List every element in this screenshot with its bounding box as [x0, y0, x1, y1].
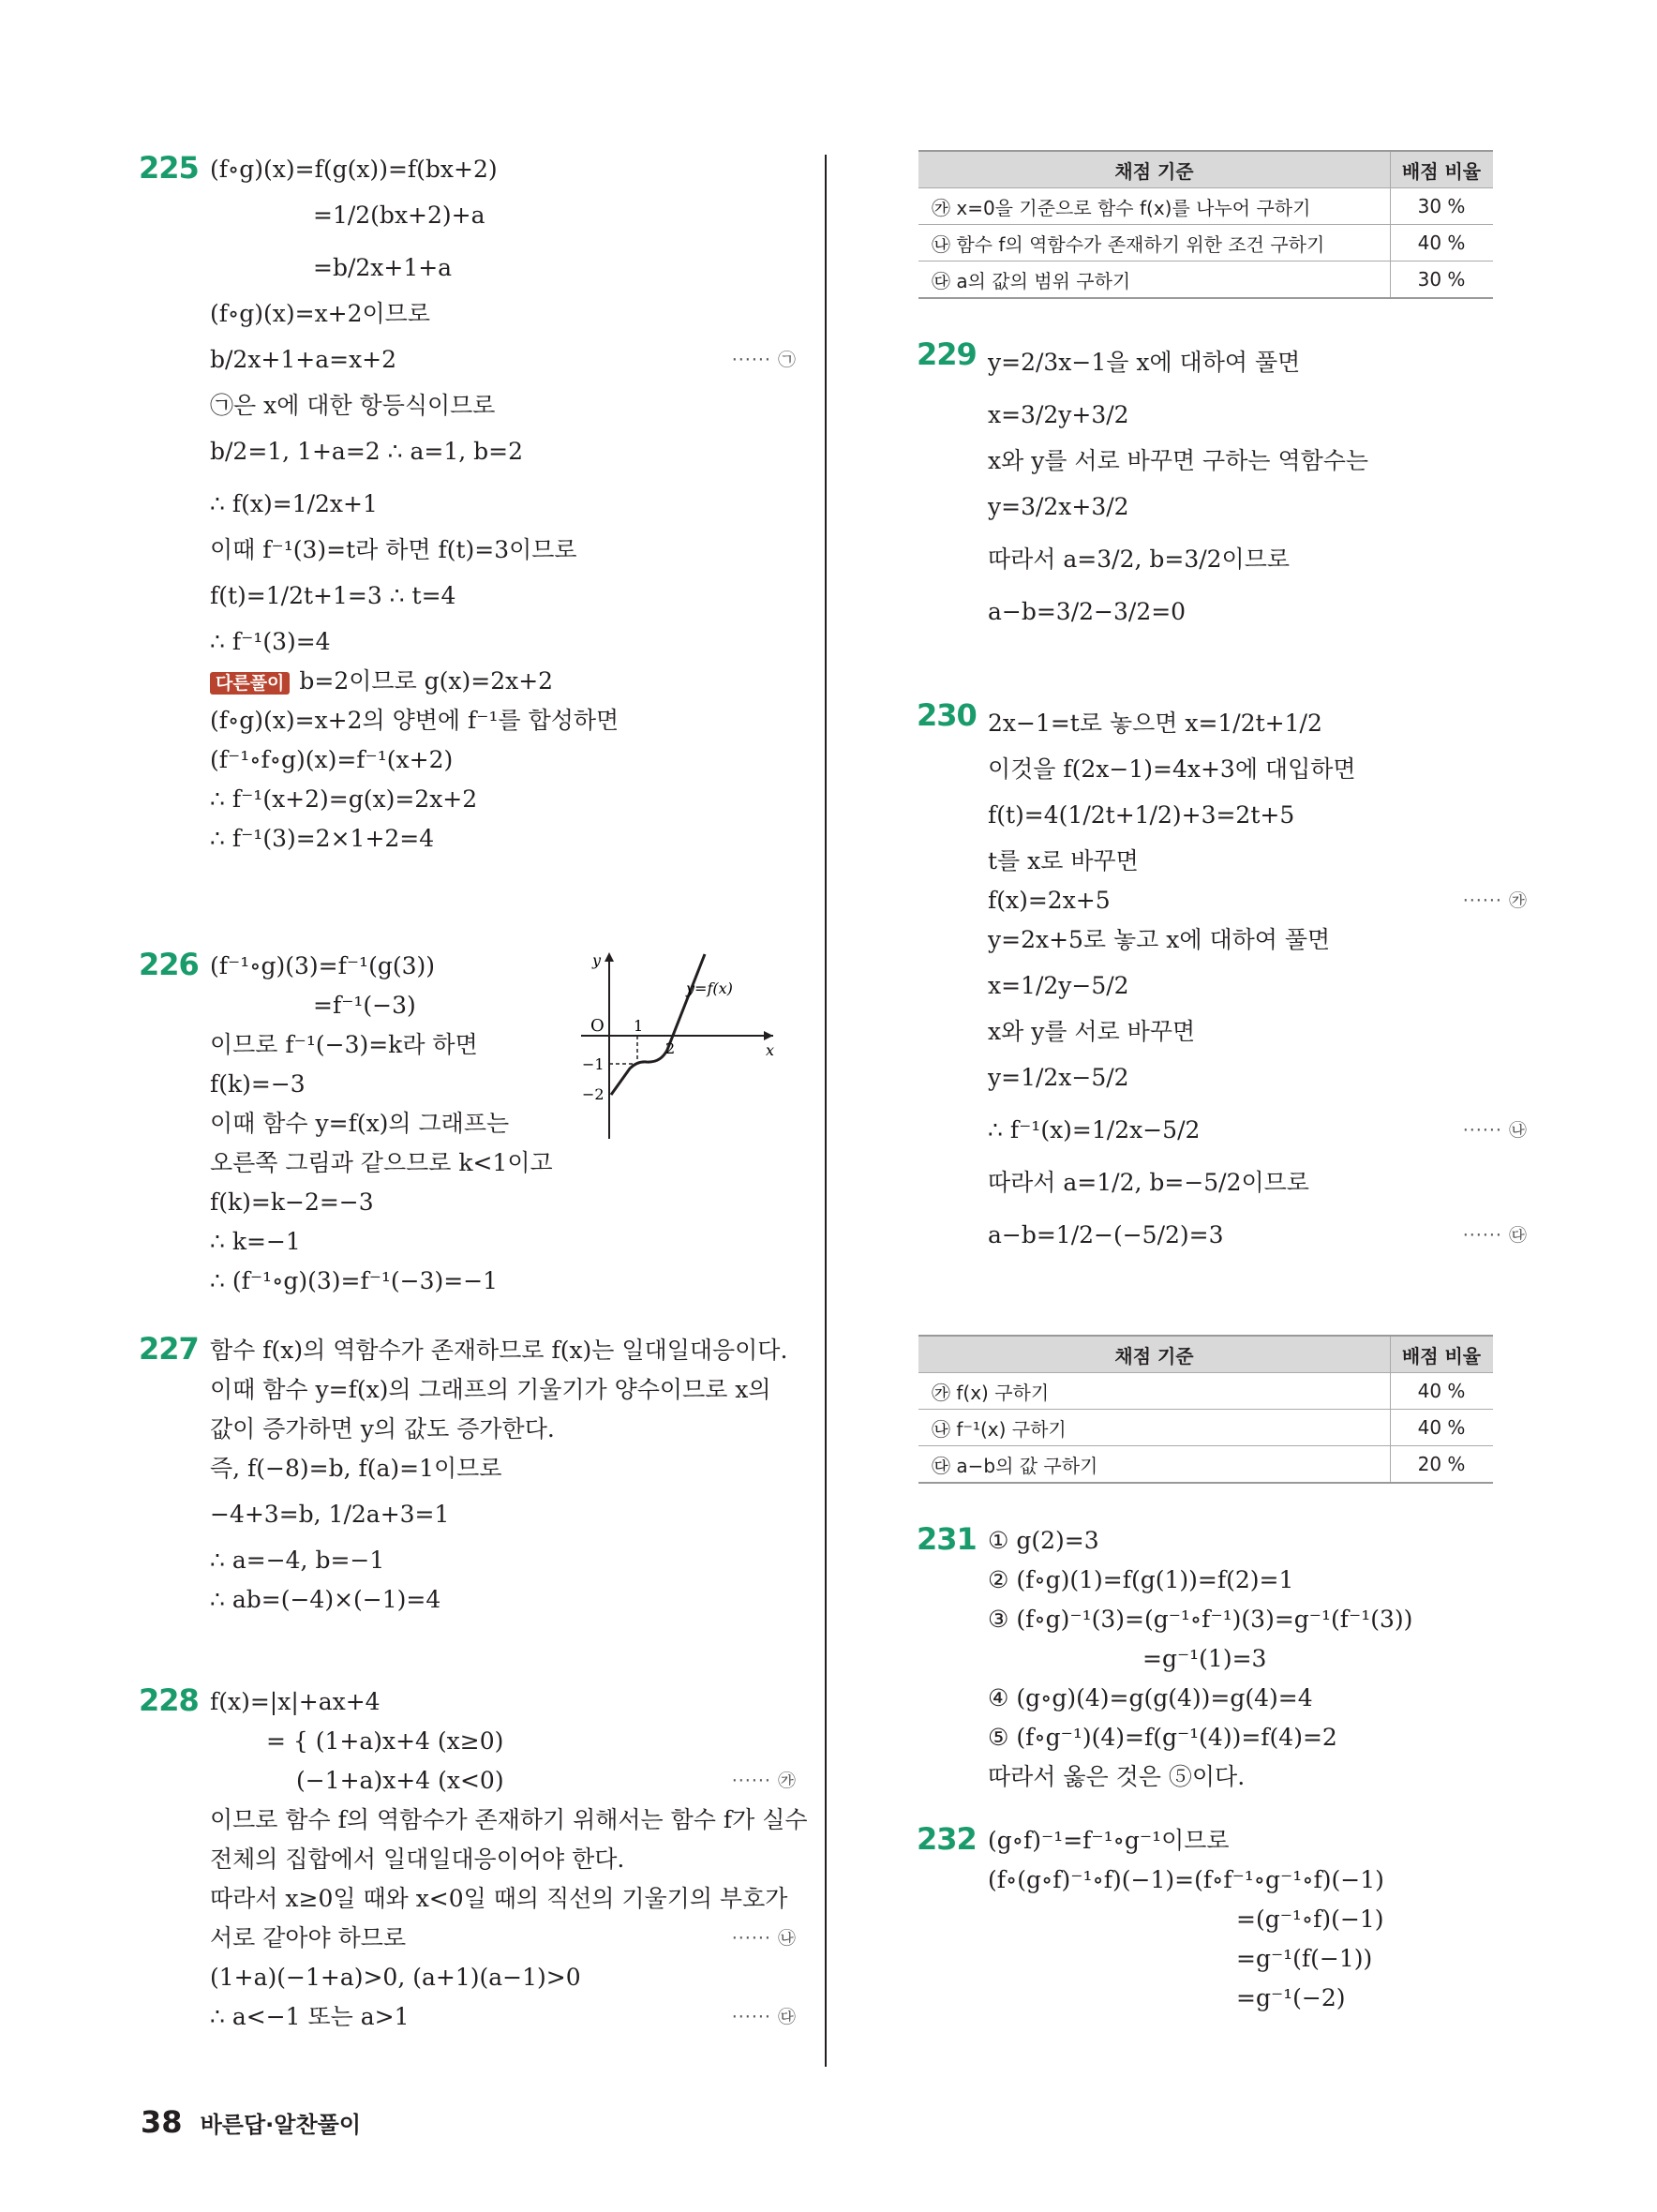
solution-line: ② (f∘g)(1)=f(g(1))=f(2)=1 [988, 1566, 1294, 1593]
solution-line: 즉, f(−8)=b, f(a)=1이므로 [210, 1455, 502, 1482]
solution-line: x=3/2y+3/2 [988, 401, 1129, 428]
alt-solution-tag: 다른풀이 [210, 672, 290, 695]
solution-line: =g⁻¹(1)=3 [1142, 1645, 1267, 1672]
solution-line: ∴ f⁻¹(3)=2×1+2=4 [210, 825, 435, 852]
page-number: 38 [141, 2104, 183, 2140]
tick-label: 2 [665, 1039, 676, 1057]
rubric-row: ㉮ x=0을 기준으로 함수 f(x)를 나누어 구하기 30 % [918, 188, 1493, 225]
book-title: 바른답·알찬풀이 [200, 2112, 362, 2138]
step-marker: ······ ㉠ [731, 350, 797, 370]
solution-line: x=1/2y−5/2 [988, 972, 1129, 999]
step-marker: ······ ㉯ [731, 1928, 797, 1949]
solution-line: t를 x로 바꾸면 [988, 847, 1139, 874]
solution-line: ⑤ (f∘g⁻¹)(4)=f(g⁻¹(4))=f(4)=2 [988, 1724, 1337, 1751]
solution-line: b/2x+1+a=x+2 ······ ㉠ [210, 334, 797, 386]
problem-231 [918, 1521, 1528, 1821]
solution-line: ∴ f⁻¹(3)=4 [210, 628, 331, 655]
step-marker: ······ ㉯ [1462, 1120, 1528, 1141]
problem-number: 232 [917, 1821, 977, 1857]
solution-line: 함수 f(x)의 역함수가 존재하므로 f(x)는 일대일대응이다. [210, 1337, 788, 1364]
rubric-row: ㉮ f(x) 구하기 40 % [918, 1373, 1493, 1410]
x-axis-label: x [766, 1041, 775, 1059]
solution-line: ∴ f⁻¹(x)=1/2x−5/2 ······ ㉯ [988, 1104, 1528, 1157]
problem-number: 227 [139, 1331, 199, 1367]
solution-line: (g∘f)⁻¹=f⁻¹∘g⁻¹이므로 [988, 1827, 1230, 1854]
solution-line: 이때 함수 y=f(x)의 그래프의 기울기가 양수이므로 x의 [210, 1376, 771, 1403]
origin-label: O [590, 1016, 605, 1036]
right-column [918, 150, 1528, 2018]
rubric-header: 배점 비율 [1391, 151, 1494, 188]
problem-226 [141, 947, 797, 1331]
problem-number: 226 [139, 947, 199, 982]
solution-line: ∴ (f⁻¹∘g)(3)=f⁻¹(−3)=−1 [210, 1267, 499, 1294]
solution-line: =g⁻¹(f(−1)) [1236, 1945, 1373, 1972]
rubric-row: ㉰ a의 값의 범위 구하기 30 % [918, 262, 1493, 299]
problem-number: 228 [139, 1682, 199, 1718]
step-marker: ······ ㉮ [1462, 890, 1528, 911]
solution-line: 이므로 함수 f의 역함수가 존재하기 위해서는 함수 f가 실수 [210, 1806, 808, 1833]
solution-line: f(k)=−3 [210, 1070, 306, 1098]
solution-line: 이때 함수 y=f(x)의 그래프는 [210, 1110, 510, 1137]
alt-solution-line: 다른풀이 b=2이므로 g(x)=2x+2 [210, 662, 797, 701]
solution-line: ∴ k=−1 [210, 1228, 301, 1255]
solution-line: f(x)=2x+5 ······ ㉮ [988, 881, 1528, 920]
solution-line: (1+a)(−1+a)>0, (a+1)(a−1)>0 [210, 1964, 581, 1991]
solution-line: (f∘(g∘f)⁻¹∘f)(−1)=(f∘f⁻¹∘g⁻¹∘f)(−1) [988, 1866, 1384, 1893]
rubric-row: ㉯ 함수 f의 역함수가 존재하기 위한 조건 구하기 40 % [918, 225, 1493, 262]
solution-line: 따라서 옳은 것은 ⑤이다. [988, 1763, 1246, 1790]
solution-line: y=3/2x+3/2 [988, 493, 1129, 520]
solution-line: 값이 증가하면 y의 값도 증가한다. [210, 1415, 555, 1442]
solution-line: 전체의 집합에서 일대일대응이어야 한다. [210, 1846, 625, 1873]
solution-line: ∴ f⁻¹(x+2)=g(x)=2x+2 [210, 785, 478, 813]
solution-line: a−b=3/2−3/2=0 [988, 598, 1187, 625]
grading-rubric-230 [918, 1335, 1493, 1484]
solution-line: ① g(2)=3 [988, 1527, 1099, 1554]
tick-label: −1 [582, 1055, 605, 1073]
problem-number: 230 [917, 697, 977, 733]
solution-line: =b/2x+1+a [313, 254, 453, 281]
grading-rubric-228 [918, 150, 1493, 299]
page-footer [141, 2104, 361, 2140]
step-marker: ······ ㉰ [1462, 1225, 1528, 1246]
solution-line: a−b=1/2−(−5/2)=3 ······ ㉰ [988, 1209, 1528, 1262]
solution-line: y=2/3x−1을 x에 대하여 풀면 [988, 349, 1301, 376]
solution-line: 이것을 f(2x−1)=4x+3에 대입하면 [988, 755, 1356, 783]
left-column [139, 150, 808, 2037]
tick-label: −2 [582, 1085, 605, 1103]
solution-line: 2x−1=t로 놓으면 x=1/2t+1/2 [988, 710, 1322, 737]
problem-number: 229 [917, 336, 977, 372]
rubric-row: ㉯ f⁻¹(x) 구하기 40 % [918, 1410, 1493, 1446]
step-marker: ······ ㉮ [731, 1771, 797, 1791]
solution-line: (f∘g)(x)=f(g(x))=f(bx+2) [210, 156, 498, 183]
rubric-row: ㉰ a−b의 값 구하기 20 % [918, 1446, 1493, 1484]
column-divider [825, 155, 827, 2067]
problem-230 [918, 697, 1528, 1335]
solution-line: ∴ f(x)=1/2x+1 [210, 490, 378, 517]
solution-line: −4+3=b, 1/2a+3=1 [210, 1501, 450, 1528]
solution-line: ∴ a=−4, b=−1 [210, 1547, 385, 1574]
solution-line: y=2x+5로 놓고 x에 대하여 풀면 [988, 926, 1331, 953]
solution-line: 따라서 x≥0일 때와 x<0일 때의 직선의 기울기의 부호가 [210, 1885, 788, 1912]
solution-line: 이때 f⁻¹(3)=t라 하면 f(t)=3이므로 [210, 536, 577, 563]
solution-line: = { (1+a)x+4 (x≥0) [266, 1727, 504, 1755]
problem-number: 231 [917, 1521, 977, 1557]
solution-line: f(t)=1/2t+1=3 ∴ t=4 [210, 582, 456, 609]
solution-line: (f∘g)(x)=x+2이므로 [210, 300, 430, 327]
problem-227 [141, 1331, 797, 1682]
solution-line: ∴ a<−1 또는 a>1 ······ ㉰ [210, 1997, 797, 2037]
solution-line: (f∘g)(x)=x+2의 양변에 f⁻¹를 합성하면 [210, 707, 620, 734]
solution-line: (f⁻¹∘g)(3)=f⁻¹(g(3)) [210, 952, 435, 979]
problem-225 [141, 150, 797, 947]
solution-line: ③ (f∘g)⁻¹(3)=(g⁻¹∘f⁻¹)(3)=g⁻¹(f⁻¹(3)) [988, 1606, 1413, 1633]
problem-228 [139, 1682, 808, 2037]
tick-label: 1 [634, 1017, 644, 1035]
rubric-header: 채점 기준 [918, 1336, 1391, 1373]
solution-line: x와 y를 서로 바꾸면 구하는 역함수는 [988, 447, 1369, 474]
problem-229 [918, 336, 1528, 697]
solution-line: f(x)=|x|+ax+4 [210, 1688, 381, 1715]
solution-line: ㉠은 x에 대한 항등식이므로 [210, 392, 496, 419]
solution-line: 서로 같아야 하므로 ······ ㉯ [210, 1919, 797, 1958]
y-axis-label: y [592, 951, 602, 969]
solution-line: ④ (g∘g)(4)=g(g(4))=g(4)=4 [988, 1684, 1313, 1711]
rubric-header: 배점 비율 [1391, 1336, 1494, 1373]
solution-line: f(t)=4(1/2t+1/2)+3=2t+5 [988, 801, 1295, 829]
solution-line: b/2=1, 1+a=2 ∴ a=1, b=2 [210, 438, 523, 465]
problem-number: 225 [139, 150, 199, 186]
solution-line: 따라서 a=3/2, b=3/2이므로 [988, 546, 1291, 573]
solution-line: (−1+a)x+4 (x<0) ······ ㉮ [210, 1761, 797, 1801]
solution-line: f(k)=k−2=−3 [210, 1188, 374, 1216]
solution-line: (f⁻¹∘f∘g)(x)=f⁻¹(x+2) [210, 746, 454, 773]
rubric-header: 채점 기준 [918, 151, 1391, 188]
solution-line: =f⁻¹(−3) [313, 992, 416, 1019]
solution-line: =1/2(bx+2)+a [313, 202, 485, 229]
solution-line: 이므로 f⁻¹(−3)=k라 하면 [210, 1031, 478, 1058]
step-marker: ······ ㉰ [731, 2007, 797, 2027]
solution-line: y=1/2x−5/2 [988, 1064, 1129, 1091]
solution-line: 오른쪽 그림과 같으므로 k<1이고 [210, 1149, 553, 1176]
curve-label: y=f(x) [686, 979, 733, 997]
function-graph [572, 947, 778, 1143]
solution-line: ∴ ab=(−4)×(−1)=4 [210, 1586, 441, 1613]
solution-line: =(g⁻¹∘f)(−1) [1236, 1906, 1384, 1933]
solution-line: =g⁻¹(−2) [1236, 1984, 1346, 2011]
solution-line: x와 y를 서로 바꾸면 [988, 1018, 1196, 1045]
problem-232 [918, 1821, 1528, 2018]
solution-line: 따라서 a=1/2, b=−5/2이므로 [988, 1169, 1309, 1196]
